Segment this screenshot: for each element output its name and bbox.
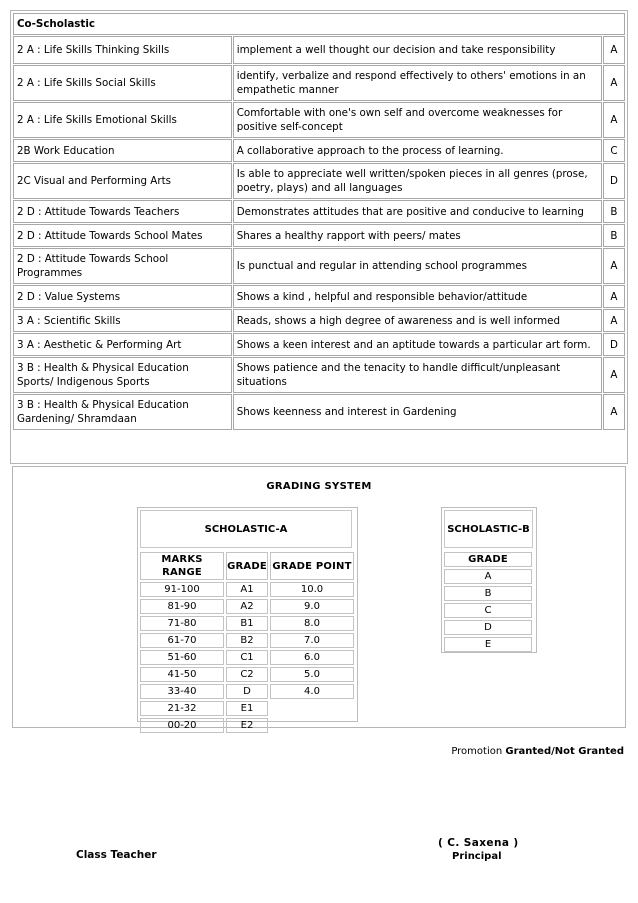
descriptor-cell: identify, verbalize and respond effectively to others' emotions in an empathetic manner [233, 65, 602, 101]
scholastic-b-row [444, 620, 532, 635]
area-cell: 3 A : Scientific Skills [13, 309, 232, 332]
co-scholastic-row [13, 224, 625, 247]
grade-cell: D [603, 333, 625, 356]
co-scholastic-row [13, 36, 625, 64]
descriptor-cell: A collaborative approach to the process of learning. [233, 139, 602, 162]
grade-point-cell: 8.0 [270, 616, 354, 631]
scholastic-b-row [444, 586, 532, 601]
scholastic-b-row [444, 603, 532, 618]
co-scholastic-row [13, 163, 625, 199]
scholastic-a-column-header: GRADE POINT [270, 552, 354, 580]
scholastic-b-title: SCHOLASTIC-B [447, 524, 530, 535]
grade-cell: A [603, 285, 625, 308]
marks-range-cell: 81-90 [140, 599, 224, 614]
co-scholastic-row [13, 285, 625, 308]
descriptor-cell: Shows keenness and interest in Gardening [233, 394, 602, 430]
scholastic-a-row [140, 616, 354, 631]
co-scholastic-row [13, 139, 625, 162]
grade-cell: A [603, 36, 625, 64]
area-cell: 2B Work Education [13, 139, 232, 162]
descriptor-cell: implement a well thought our decision and take responsibility [233, 36, 602, 64]
co-scholastic-row [13, 102, 625, 138]
area-cell: 3 A : Aesthetic & Performing Art [13, 333, 232, 356]
co-scholastic-row [13, 200, 625, 223]
co-scholastic-row [13, 248, 625, 284]
descriptor-cell: Is able to appreciate well written/spoken pieces in all genres (prose, poetry, plays) and all languages [233, 163, 602, 199]
scholastic-a-row [140, 701, 354, 716]
grade-cell: C2 [226, 667, 268, 682]
scholastic-a-column-header: MARKS RANGE [140, 552, 224, 580]
descriptor-cell: Reads, shows a high degree of awareness and is well informed [233, 309, 602, 332]
scholastic-b-table [442, 550, 534, 654]
descriptor-cell: Shares a healthy rapport with peers/ mates [233, 224, 602, 247]
scholastic-a-body [140, 552, 354, 733]
marks-range-cell: 33-40 [140, 684, 224, 699]
co-scholastic-row [13, 309, 625, 332]
grade-point-cell [270, 718, 354, 733]
marks-range-cell: 71-80 [140, 616, 224, 631]
grade-cell: B1 [226, 616, 268, 631]
grade-cell: B [603, 200, 625, 223]
descriptor-cell: Shows a keen interest and an aptitude towards a particular art form. [233, 333, 602, 356]
scholastic-a-row [140, 650, 354, 665]
co-scholastic-table [12, 12, 626, 431]
area-cell: 2C Visual and Performing Arts [13, 163, 232, 199]
scholastic-b-header-row [444, 552, 532, 567]
scholastic-a-header-row [140, 552, 354, 580]
grade-cell: A [603, 357, 625, 393]
grade-cell: A [603, 248, 625, 284]
grade-cell: D [603, 163, 625, 199]
grade-cell: E1 [226, 701, 268, 716]
grade-point-cell: 6.0 [270, 650, 354, 665]
scholastic-a-row [140, 582, 354, 597]
area-cell: 3 B : Health & Physical Education Sports/ Indigenous Sports [13, 357, 232, 393]
marks-range-cell: 41-50 [140, 667, 224, 682]
co-scholastic-row [13, 394, 625, 430]
descriptor-cell: Comfortable with one's own self and overcome weaknesses for positive self-concept [233, 102, 602, 138]
co-scholastic-row [13, 357, 625, 393]
co-scholastic-row [13, 65, 625, 101]
area-cell: 2 D : Value Systems [13, 285, 232, 308]
area-cell: 2 A : Life Skills Thinking Skills [13, 36, 232, 64]
scholastic-a-column-header: GRADE [226, 552, 268, 580]
grade-point-cell: 10.0 [270, 582, 354, 597]
area-cell: 2 A : Life Skills Emotional Skills [13, 102, 232, 138]
grade-cell: A1 [226, 582, 268, 597]
marks-range-cell: 91-100 [140, 582, 224, 597]
scholastic-a-row [140, 718, 354, 733]
grade-point-cell: 7.0 [270, 633, 354, 648]
principal-name: ( C. Saxena ) [438, 837, 519, 849]
grade-point-cell: 4.0 [270, 684, 354, 699]
grade-cell: E [444, 637, 532, 652]
co-scholastic-body [13, 13, 625, 430]
promotion-value: Granted/Not Granted [505, 746, 624, 757]
promotion-status [451, 746, 624, 757]
area-cell: 2 D : Attitude Towards School Mates [13, 224, 232, 247]
scholastic-b-column-header: GRADE [444, 552, 532, 567]
descriptor-cell: Shows patience and the tenacity to handle difficult/unpleasant situations [233, 357, 602, 393]
area-cell: 2 A : Life Skills Social Skills [13, 65, 232, 101]
grade-point-cell: 9.0 [270, 599, 354, 614]
grade-cell: D [444, 620, 532, 635]
marks-range-cell: 51-60 [140, 650, 224, 665]
grade-cell: B [603, 224, 625, 247]
co-scholastic-header-row [13, 13, 625, 35]
scholastic-b-row [444, 569, 532, 584]
grade-cell: C [603, 139, 625, 162]
descriptor-cell: Is punctual and regular in attending school programmes [233, 248, 602, 284]
co-scholastic-row [13, 333, 625, 356]
area-cell: 3 B : Health & Physical Education Gardening/ Shramdaan [13, 394, 232, 430]
grade-cell: A [603, 394, 625, 430]
descriptor-cell: Demonstrates attitudes that are positive and conducive to learning [233, 200, 602, 223]
grade-cell: A [603, 102, 625, 138]
grade-cell: B2 [226, 633, 268, 648]
co-scholastic-header: Co-Scholastic [13, 13, 625, 35]
scholastic-a-row [140, 667, 354, 682]
grade-cell: E2 [226, 718, 268, 733]
grade-point-cell: 5.0 [270, 667, 354, 682]
grade-cell: C1 [226, 650, 268, 665]
area-cell: 2 D : Attitude Towards Teachers [13, 200, 232, 223]
marks-range-cell: 61-70 [140, 633, 224, 648]
grade-cell: C [444, 603, 532, 618]
scholastic-a-row [140, 633, 354, 648]
grade-cell: D [226, 684, 268, 699]
scholastic-a-table [138, 550, 356, 735]
class-teacher-label: Class Teacher [76, 849, 157, 861]
marks-range-cell: 00-20 [140, 718, 224, 733]
scholastic-b-body [444, 552, 532, 652]
grade-cell: A2 [226, 599, 268, 614]
scholastic-a-row [140, 599, 354, 614]
grade-cell: A [603, 309, 625, 332]
grade-point-cell [270, 701, 354, 716]
principal-title: Principal [452, 851, 502, 862]
grading-system-title: GRADING SYSTEM [266, 481, 372, 492]
grade-cell: A [603, 65, 625, 101]
scholastic-b-row [444, 637, 532, 652]
promotion-label: Promotion [451, 746, 503, 757]
grade-cell: B [444, 586, 532, 601]
marks-range-cell: 21-32 [140, 701, 224, 716]
scholastic-a-row [140, 684, 354, 699]
area-cell: 2 D : Attitude Towards School Programmes [13, 248, 232, 284]
scholastic-a-title: SCHOLASTIC-A [204, 524, 288, 535]
grade-cell: A [444, 569, 532, 584]
descriptor-cell: Shows a kind , helpful and responsible behavior/attitude [233, 285, 602, 308]
